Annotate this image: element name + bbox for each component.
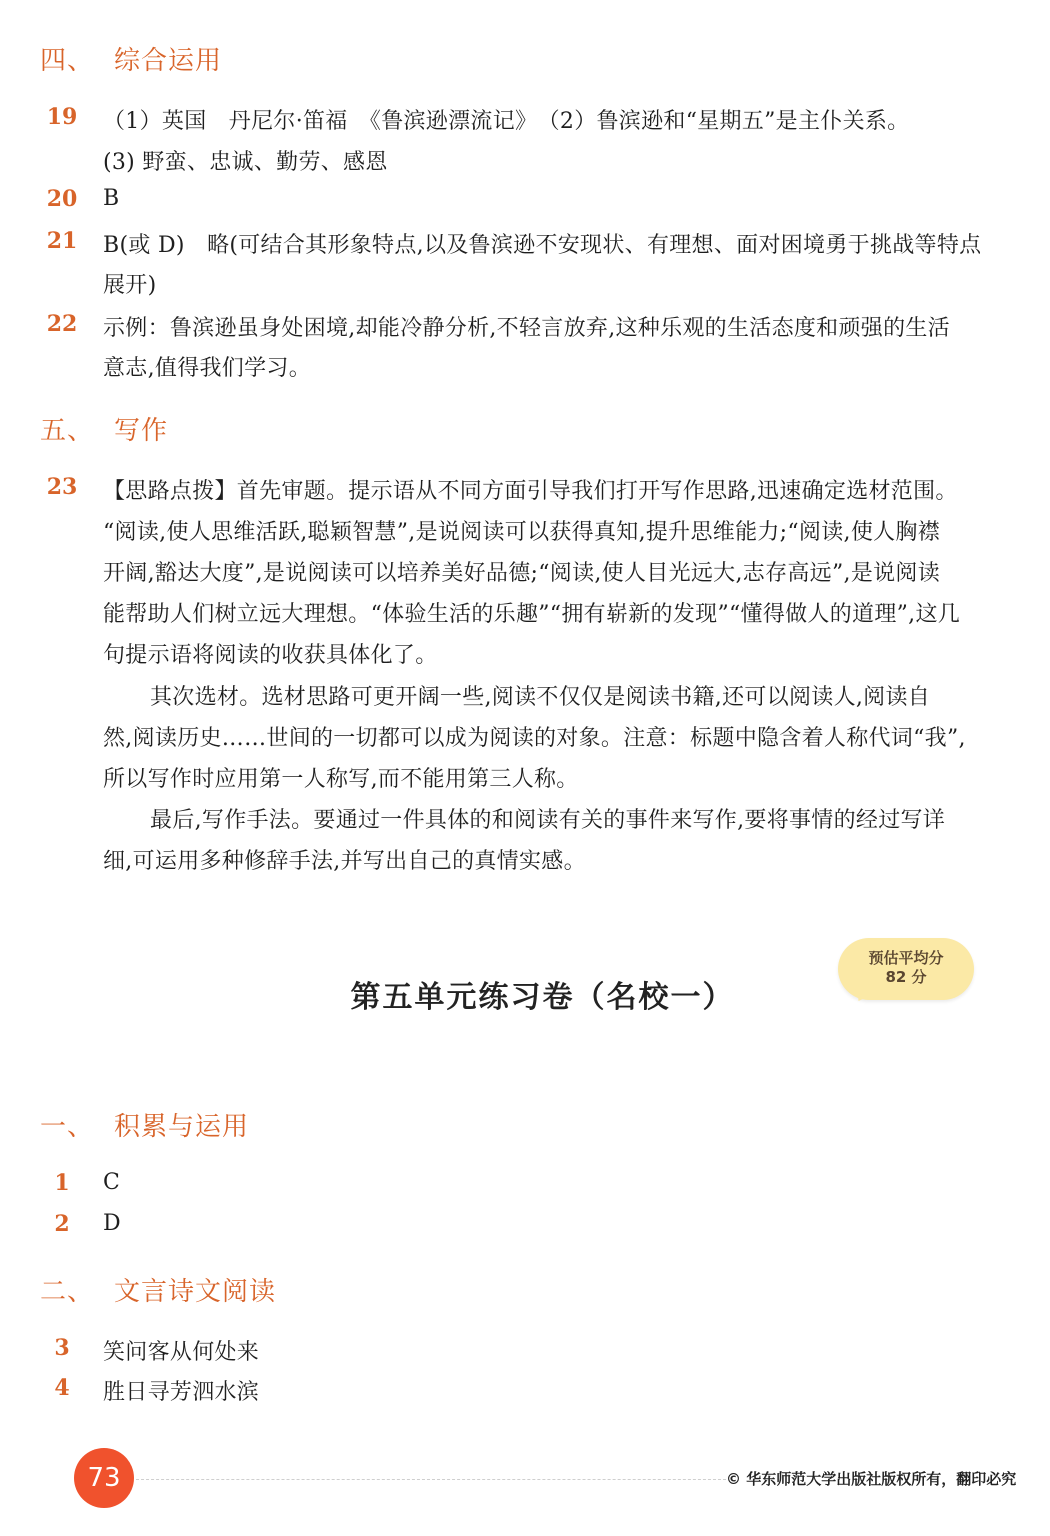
section-number: 二、: [40, 1277, 95, 1307]
section-title: 写作: [114, 416, 169, 446]
answer-23-line-4: 能帮助人们树立远大理想。“体验生活的乐趣”“拥有崭新的发现”“懂得做人的道理”,这几: [103, 602, 961, 627]
section-heading-1: [40, 1106, 249, 1143]
footer-divider: [136, 1479, 726, 1480]
section-number: 一、: [40, 1112, 95, 1142]
question-number-3: 3: [54, 1335, 70, 1361]
average-score-badge: [838, 938, 974, 1000]
copyright-notice: © 华东师范大学出版社版权所有，翻印必究: [726, 1470, 1017, 1488]
section-heading-2: [40, 1271, 276, 1308]
answer-22-line-2: 意志,值得我们学习。: [103, 356, 311, 381]
section-number: 五、: [40, 416, 95, 446]
answer-23-line-8: 所以写作时应用第一人称写,而不能用第三人称。: [103, 767, 579, 792]
question-number-22: 22: [46, 311, 78, 337]
question-number-20: 20: [46, 186, 78, 212]
answer-23-line-10: 细,可运用多种修辞手法,并写出自己的真情实感。: [103, 849, 586, 874]
section-heading-5: [40, 410, 168, 447]
question-number-2: 2: [54, 1211, 70, 1237]
answer-23-line-7: 然,阅读历史……世间的一切都可以成为阅读的对象。注意：标题中隐含着人称代词“我”,: [103, 726, 966, 751]
page-number: 73: [74, 1448, 134, 1508]
question-number-4: 4: [54, 1375, 70, 1401]
question-number-19: 19: [46, 104, 78, 130]
answer-23-line-3: 开阔,豁达大度”,是说阅读可以培养美好品德;“阅读,使人目光远大,志存高远”,是说阅读: [103, 561, 941, 586]
answer-20-line-1: B: [103, 186, 120, 211]
answer-3: 笑问客从何处来: [103, 1340, 260, 1365]
question-number-23: 23: [46, 474, 78, 500]
section-title: 文言诗文阅读: [114, 1277, 277, 1307]
answer-1: C: [103, 1170, 121, 1195]
section-heading-4: [40, 40, 222, 77]
question-number-1: 1: [54, 1170, 70, 1196]
answer-4: 胜日寻芳泗水滨: [103, 1380, 260, 1405]
answer-23-line-5: 句提示语将阅读的收获具体化了。: [103, 643, 438, 668]
answer-23-line-1: 【思路点拨】首先审题。提示语从不同方面引导我们打开写作思路,迅速确定选材范围。: [103, 479, 958, 504]
answer-21-line-2: 展开): [103, 273, 157, 298]
question-number-21: 21: [46, 228, 78, 254]
answer-19-line-2: (3) 野蛮、忠诚、勤劳、感恩: [103, 150, 388, 175]
answer-21-line-1: B(或 D) 略(可结合其形象特点,以及鲁滨逊不安现状、有理想、面对困境勇于挑战等特点: [103, 233, 982, 258]
answer-22-line-1: 示例：鲁滨逊虽身处困境,却能冷静分析,不轻言放弃,这种乐观的生活态度和顽强的生活: [103, 316, 950, 341]
unit-title: 第五单元练习卷（名校一）: [350, 980, 735, 1015]
answer-23-line-9: 最后,写作手法。要通过一件具体的和阅读有关的事件来写作,要将事情的经过写详: [150, 808, 946, 833]
section-title: 积累与运用: [114, 1112, 250, 1142]
section-title: 综合运用: [114, 46, 223, 76]
average-score-label: 预估平均分: [868, 949, 944, 967]
average-score-value: 82 分: [885, 968, 927, 986]
answer-19-line-1: （1）英国 丹尼尔·笛福 《鲁滨逊漂流记》 （2）鲁滨逊和“星期五”是主仆关系。: [103, 109, 910, 134]
section-number: 四、: [40, 46, 95, 76]
answer-2: D: [103, 1211, 121, 1236]
answer-23-line-6: 其次选材。选材思路可更开阔一些,阅读不仅仅是阅读书籍,还可以阅读人,阅读自: [150, 685, 931, 710]
answer-23-line-2: “阅读,使人思维活跃,聪颖智慧”,是说阅读可以获得真知,提升思维能力;“阅读,使人胸襟: [103, 520, 941, 545]
